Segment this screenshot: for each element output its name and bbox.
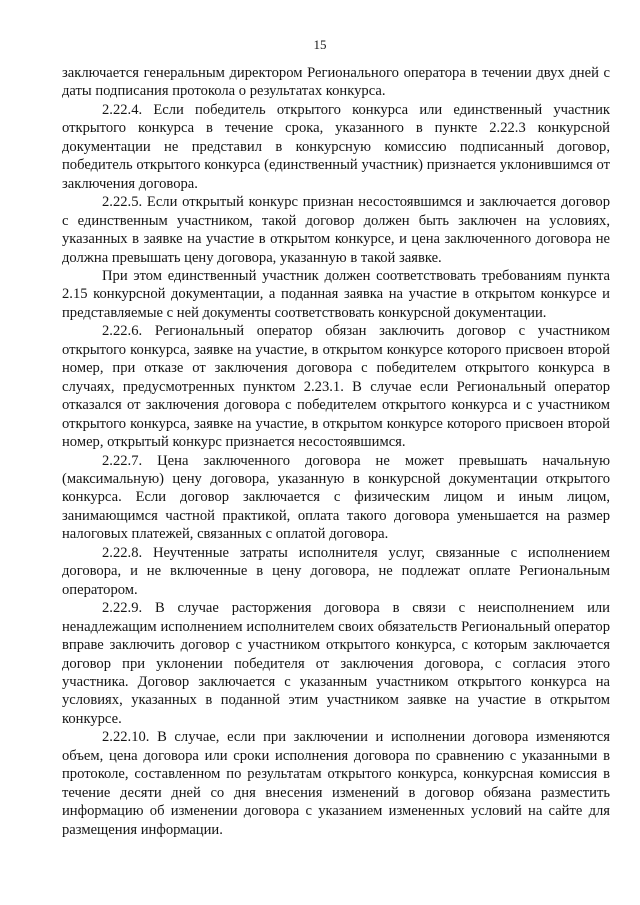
paragraph-2-22-6: 2.22.6. Региональный оператор обязан заключить договор с участником открытого конкурса, заявке на участие, в открытом конкурсе которого присвоен второй номер, при отказе от заключения договора с победителем открытого конкурса в случаях, предусмотренных пунктом 2.23.1. В случае если Региональный оператор отказался от заключения договора с победителем открытого конкурса и с участником открытого конкурса, заявке на участие, в открытом конкурсе которого присвоен второй номер, открытый конкурс признается несостоявшимся. xyxy=(62,323,610,451)
page-number: 15 xyxy=(313,37,327,52)
paragraph-2-22-10: 2.22.10. В случае, если при заключении и исполнении договора изменяются объем, цена договора или сроки исполнения договора по сравнению с указанными в протоколе, составленном по результатам открытого конкурса, конкурсная комиссия в течение десяти дней со дня внесения изменений в договор обязана разместить информацию об изменении договора с указанием измененных условий на сайте для размещения информации. xyxy=(62,729,610,838)
paragraph-2-22-4: 2.22.4. Если победитель открытого конкурса или единственный участник открытого конкурса в течение срока, указанного в пункте 2.22.3 конкурсной документации не представил в конкурсную комиссию подписанный договор, победитель открытого конкурса (единственный участник) признается уклонившимся от заключения договора. xyxy=(62,101,610,192)
paragraph-continuation: заключается генеральным директором Регионального оператора в течении двух дней с даты подписания протокола о результатах конкурса. xyxy=(62,65,610,100)
paragraph-2-22-7: 2.22.7. Цена заключенного договора не может превышать начальную (максимальную) цену договора, указанную в конкурсной документации открытого конкурса. Если договор заключается с физическим лицом и иным лицом, занимающимся частной практикой, оплата такого договора уменьшается на размер налоговых платежей, связанных с оплатой договора. xyxy=(62,452,610,543)
paragraph-2-22-5-note: При этом единственный участник должен соответствовать требованиям пункта 2.15 конкурсной документации, а поданная заявка на участие в открытом конкурсе и представляемые с ней документы соответствовать конкурсной документации. xyxy=(62,267,610,321)
paragraph-2-22-5: 2.22.5. Если открытый конкурс признан несостоявшимся и заключается договор с единственным участником, такой договор должен быть заключен на условиях, указанных в заявке на участие в открытом конкурсе, и цена заключенного договора не должна превышать цену договора, указанную в такой заявке. xyxy=(62,194,610,266)
paragraph-2-22-8: 2.22.8. Неучтенные затраты исполнителя услуг, связанные с исполнением договора, и не включенные в цену договора, не подлежат оплате Региональным оператором. xyxy=(62,544,610,598)
document-body xyxy=(62,64,610,839)
paragraph-2-22-9: 2.22.9. В случае расторжения договора в связи с неисполнением или ненадлежащим исполнением исполнителем своих обязательств Региональный оператор вправе заключить договор с участником открытого конкурса, с которым заключается договор при уклонении победителя от заключения договора, с согласия этого участника. Договор заключается с указанным участником открытого конкурса на условиях, указанных в поданной этим участником заявке на участие в открытом конкурсе. xyxy=(62,600,610,727)
